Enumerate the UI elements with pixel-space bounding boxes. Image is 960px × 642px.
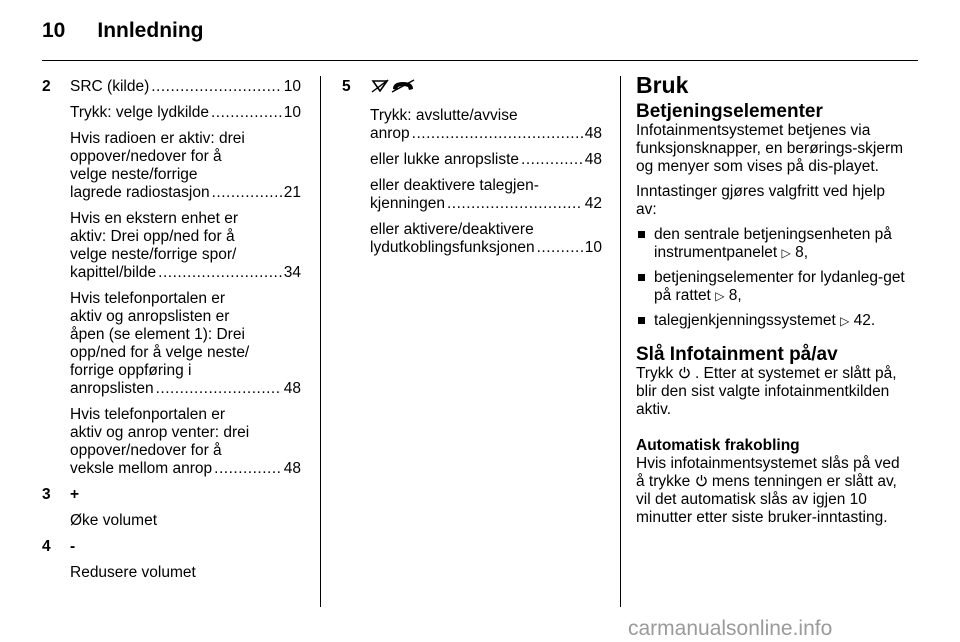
- page-reference: 48: [584, 125, 602, 142]
- entry-line: eller aktivere/deaktivere: [370, 221, 534, 238]
- toc-line: [70, 264, 301, 282]
- subheading-automatisk-frakobling: Automatisk frakobling: [636, 437, 800, 454]
- entry-text: eller lukke anropsliste: [370, 151, 520, 168]
- page-reference: 10: [283, 104, 301, 121]
- entry-text: lydutkoblingsfunksjonen: [370, 239, 535, 256]
- entry-line: Hvis radioen er aktiv: drei: [70, 130, 245, 147]
- toc-entry: [70, 104, 301, 122]
- item-number: 5: [342, 78, 351, 95]
- entry-line: Trykk: avslutte/avvise: [370, 107, 518, 124]
- entry-line: åpen (se element 1): Drei: [70, 326, 245, 343]
- entry-text: veksle mellom anrop: [70, 460, 213, 477]
- entry-line: forrige oppføring i: [70, 362, 192, 379]
- item-5: [342, 78, 602, 257]
- bullet-item: betjeningselementer for lydanleg-get på rattet ▷ 8,: [636, 269, 906, 305]
- toc-line: [70, 104, 301, 122]
- page-reference: 8: [790, 244, 804, 261]
- watermark: carmanualsonline.info: [628, 617, 833, 640]
- toc-line: [70, 184, 301, 202]
- entry-line: velge neste/forrige spor/: [70, 246, 237, 263]
- page-title: Innledning: [97, 19, 204, 42]
- power-icon: [695, 473, 712, 490]
- entry-line: Hvis telefonportalen er: [70, 406, 226, 423]
- item-2-entries: [70, 78, 301, 478]
- header-rule: [42, 60, 918, 61]
- page-header: [42, 19, 204, 43]
- page-reference: 21: [283, 184, 301, 201]
- bullet-item: den sentrale betjeningsenheten på instrumentpanelet ▷ 8,: [636, 226, 906, 262]
- toc-line: [70, 380, 301, 398]
- page-arrow-icon: ▷: [715, 289, 725, 303]
- toc-entry: [70, 130, 301, 202]
- toc-line: [370, 239, 602, 257]
- page-reference: 34: [283, 264, 301, 281]
- column-1: [42, 78, 301, 590]
- item-3-text: Øke volumet: [70, 512, 158, 529]
- item-5-entries: [370, 107, 602, 257]
- paragraph: Inntastinger gjøres valgfritt ved hjelp av:: [636, 183, 885, 218]
- toc-entry: [70, 290, 301, 398]
- item-3: [42, 486, 301, 530]
- entry-line: aktiv og anropslisten er: [70, 308, 230, 325]
- heading-sla-pa-av: Slå Infotainment på/av: [636, 344, 838, 365]
- page-reference: 48: [283, 460, 301, 477]
- item-number: 4: [42, 538, 51, 555]
- page-reference: 42: [584, 195, 602, 212]
- dot-leader: [156, 380, 282, 398]
- paragraph: Trykk . Etter at systemet er slått på, blir den sist valgte infotainmentkilden aktiv.: [636, 365, 897, 418]
- toc-line: [70, 78, 301, 96]
- entry-text: Trykk: velge lydkilde: [70, 104, 209, 121]
- entry-text: SRC (kilde): [70, 78, 150, 95]
- page-arrow-icon: ▷: [840, 314, 850, 328]
- entry-line: Hvis telefonportalen er: [70, 290, 226, 307]
- entry-text: anropslisten: [70, 380, 154, 397]
- dot-leader: [214, 460, 282, 478]
- entry-line: oppover/nedover for å: [70, 148, 222, 165]
- toc-line: [70, 460, 301, 478]
- minus-symbol: -: [70, 538, 76, 555]
- entry-text: kjenningen: [370, 195, 445, 212]
- entry-line: velge neste/forrige: [70, 166, 198, 183]
- entry-line: eller deaktivere talegjen-: [370, 177, 539, 194]
- entry-text: lagrede radiostasjon: [70, 184, 210, 201]
- toc-entry: [70, 78, 301, 96]
- dot-leader: [151, 78, 282, 96]
- item-number: 2: [42, 78, 51, 95]
- mute-hangup-icon: [370, 81, 416, 98]
- entry-line: oppover/nedover for å: [70, 442, 222, 459]
- toc-entry: [370, 221, 602, 257]
- dot-leader: [537, 239, 583, 257]
- entry-text: kapittel/bilde: [70, 264, 157, 281]
- power-icon: [678, 365, 695, 382]
- dot-leader: [211, 104, 282, 122]
- page-number: 10: [42, 19, 66, 42]
- toc-line: [370, 151, 602, 169]
- column-3: [636, 72, 906, 534]
- page-reference: 10: [584, 239, 602, 256]
- item-2: [42, 78, 301, 478]
- page-reference: 48: [283, 380, 301, 397]
- toc-entry: [370, 177, 602, 213]
- page-reference: 42: [849, 312, 871, 329]
- toc-line: [370, 125, 602, 143]
- heading-betjeningselementer: Betjeningselementer: [636, 101, 823, 122]
- dot-leader: [521, 151, 583, 169]
- dot-leader: [447, 195, 583, 213]
- entry-line: Hvis en ekstern enhet er: [70, 210, 239, 227]
- bullet-item: talegjenkjenningssystemet ▷ 42.: [636, 312, 906, 330]
- section-title: Bruk: [636, 72, 689, 98]
- dot-leader: [412, 125, 583, 143]
- toc-entry: [70, 210, 301, 282]
- dot-leader: [158, 264, 282, 282]
- page-arrow-icon: ▷: [781, 246, 791, 260]
- bullet-list: [636, 226, 906, 330]
- page-reference: 10: [283, 78, 301, 95]
- column-divider-2: [620, 76, 621, 607]
- column-divider-1: [320, 76, 321, 607]
- item-4: [42, 538, 301, 582]
- entry-line: aktiv: Drei opp/ned for å: [70, 228, 235, 245]
- column-2: [342, 78, 602, 265]
- toc-entry: [70, 406, 301, 478]
- paragraph: Hvis infotainmentsystemet slås på ved å trykke mens tenningen er slått av, vil det automatisk slås av igjen 10 minutter etter siste bruker-inntasting.: [636, 455, 900, 526]
- entry-text: anrop: [370, 125, 410, 142]
- toc-entry: [370, 107, 602, 143]
- page-reference: 8: [724, 287, 738, 304]
- plus-symbol: +: [70, 486, 80, 503]
- toc-entry: [370, 151, 602, 169]
- paragraph: Infotainmentsystemet betjenes via funksjonsknapper, en berørings-skjerm og menyer som vises på dis-playet.: [636, 122, 904, 175]
- item-number: 3: [42, 486, 51, 503]
- page-reference: 48: [584, 151, 602, 168]
- dot-leader: [212, 184, 282, 202]
- entry-line: opp/ned for å velge neste/: [70, 344, 250, 361]
- entry-line: aktiv og anrop venter: drei: [70, 424, 250, 441]
- item-4-text: Redusere volumet: [70, 564, 196, 581]
- toc-line: [370, 195, 602, 213]
